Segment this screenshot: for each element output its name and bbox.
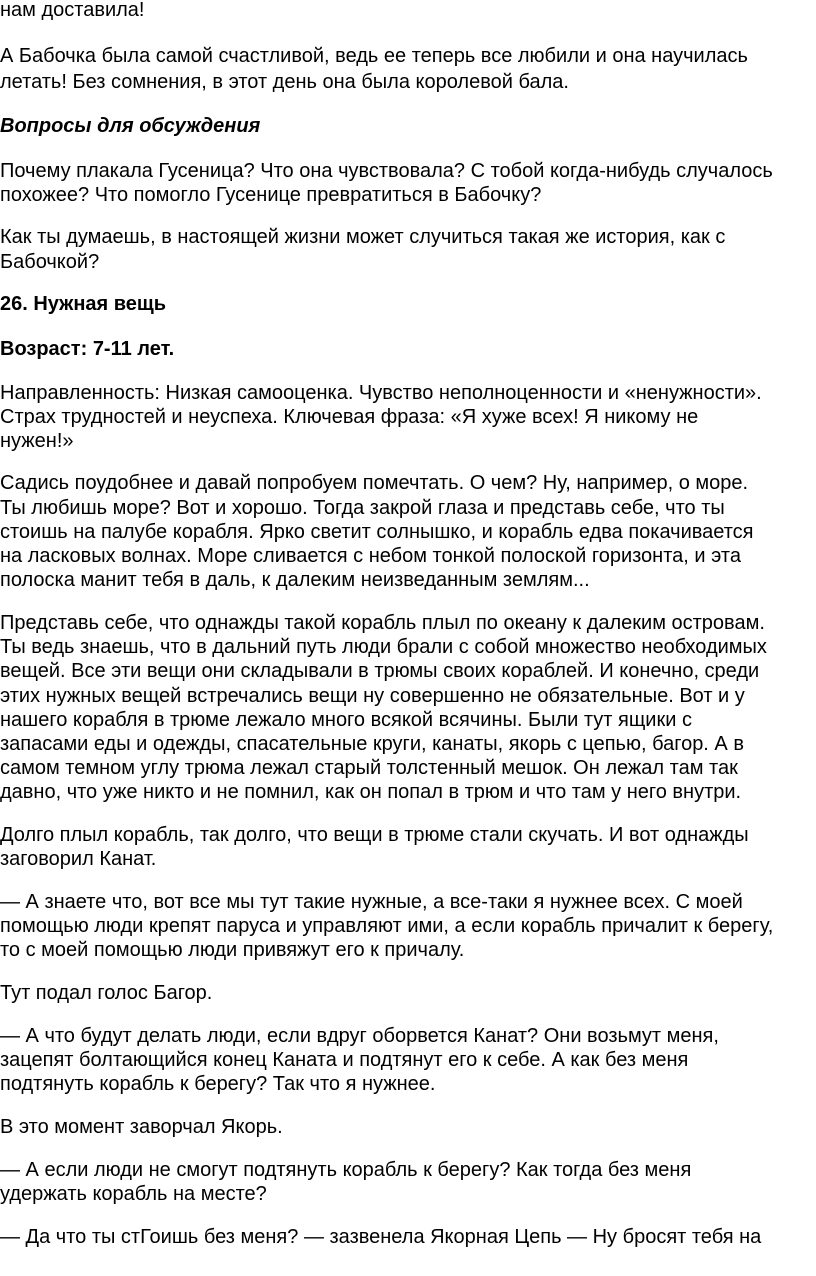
text-line: — А если люди не смогут подтянуть корабль к берегу? Как тогда без меня bbox=[0, 1159, 692, 1181]
section-heading: Вопросы для обсуждения bbox=[0, 115, 261, 137]
text-line: — А что будут делать люди, если вдруг оборвется Канат? Они возьмут меня, bbox=[0, 1025, 719, 1047]
text-line: помощью люди крепят паруса и управляют ими, а если корабль причалит к берегу, bbox=[0, 915, 774, 937]
text-line: полоска манит тебя в даль, к далеким неизведанным землям... bbox=[0, 569, 590, 591]
text-line: — А знаете что, вот все мы тут такие нужные, а все-таки я нужнее всех. С моей bbox=[0, 891, 743, 913]
text-line: Садись поудобнее и давай попробуем помечтать. О чем? Ну, например, о море. bbox=[0, 472, 749, 494]
text-line: то с моей помощью люди привяжут его к причалу. bbox=[0, 939, 465, 961]
text-line: Почему плакала Гусеница? Что она чувствовала? С тобой когда-нибудь случалось bbox=[0, 160, 773, 182]
text-line: летать! Без сомнения, в этот день она была королевой бала. bbox=[0, 71, 569, 93]
text-line: Тут подал голос Багор. bbox=[0, 982, 213, 1004]
text-line: Направленность: Низкая самооценка. Чувство неполноценности и «ненужности». bbox=[0, 382, 762, 404]
text-line: нам доставила! bbox=[0, 0, 145, 21]
text-line: похожее? Что помогло Гусенице превратиться в Бабочку? bbox=[0, 184, 542, 206]
text-line: этих нужных вещей встречались вещи ну совершенно не обязательные. Вот и у bbox=[0, 685, 745, 707]
story-title: 26. Нужная вещь bbox=[0, 293, 167, 315]
text-line: подтянуть корабль к берегу? Так что я нужнее. bbox=[0, 1073, 436, 1095]
text-line: стоишь на палубе корабля. Ярко светит солнышко, и корабль едва покачивается bbox=[0, 521, 754, 543]
text-line: нужен!» bbox=[0, 430, 74, 452]
text-line: А Бабочка была самой счастливой, ведь ее теперь все любили и она научилась bbox=[0, 45, 748, 67]
text-line: В это момент заворчал Якорь. bbox=[0, 1116, 283, 1138]
text-line: самом темном углу трюма лежал старый толстенный мешок. Он лежал там так bbox=[0, 757, 738, 779]
text-line: Ты любишь море? Вот и хорошо. Тогда закрой глаза и представь себе, что ты bbox=[0, 497, 725, 519]
age-line: Возраст: 7-11 лет. bbox=[0, 338, 175, 360]
text-line: нашего корабля в трюме лежало много всякой всячины. Были тут ящики с bbox=[0, 709, 692, 731]
text-line: на ласковых волнах. Море сливается с небом тонкой полоской горизонта, и эта bbox=[0, 545, 741, 567]
text-line: Представь себе, что однажды такой корабль плыл по океану к далеким островам. bbox=[0, 612, 765, 634]
text-line: вещей. Все эти вещи они складывали в трюмы своих кораблей. И конечно, среди bbox=[0, 660, 760, 682]
text-line: Как ты думаешь, в настоящей жизни может случиться такая же история, как с bbox=[0, 226, 726, 248]
text-line: — Да что ты стГоишь без меня? — зазвенела Якорная Цепь — Ну бросят тебя на bbox=[0, 1226, 762, 1248]
text-line: зацепят болтающийся конец Каната и подтянут его к себе. А как без меня bbox=[0, 1049, 689, 1071]
text-line: Ты ведь знаешь, что в дальний путь люди брали с собой множество необходимых bbox=[0, 636, 767, 658]
text-line: давно, что уже никто и не помнил, как он попал в трюм и что там у него внутри. bbox=[0, 781, 742, 803]
text-line: заговорил Канат. bbox=[0, 848, 157, 870]
text-line: Долго плыл корабль, так долго, что вещи в трюме стали скучать. И вот однажды bbox=[0, 824, 749, 846]
text-line: запасами еды и одежды, спасательные круги, канаты, якорь с цепью, багор. А в bbox=[0, 733, 744, 755]
text-line: Страх трудностей и неуспеха. Ключевая фраза: «Я хуже всех! Я никому не bbox=[0, 406, 699, 428]
text-line: Бабочкой? bbox=[0, 251, 100, 273]
text-line: удержать корабль на месте? bbox=[0, 1183, 267, 1205]
